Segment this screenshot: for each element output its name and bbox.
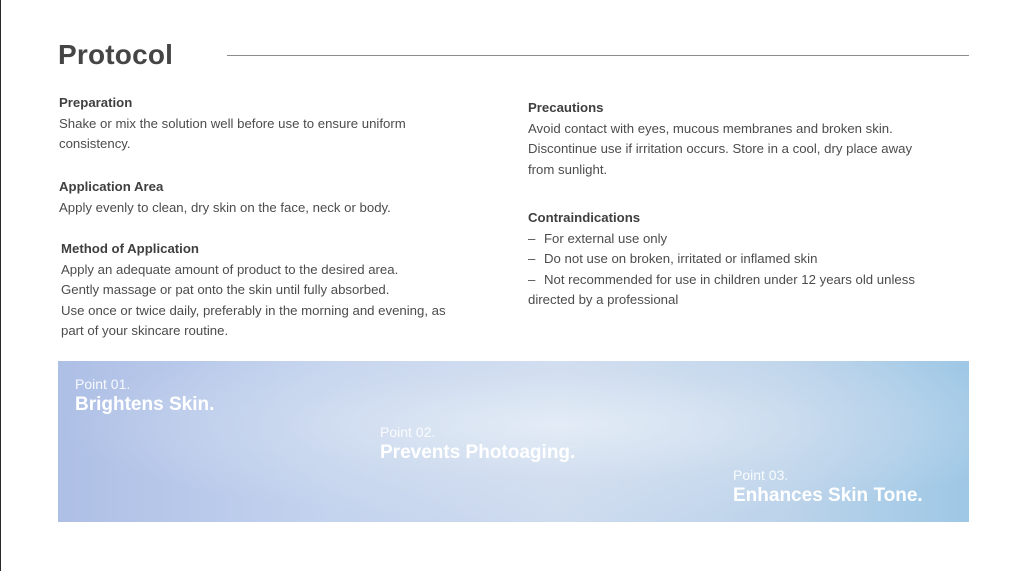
dash-bullet: – (528, 271, 536, 287)
contraindication-item (528, 270, 968, 291)
method-heading: Method of Application (61, 241, 199, 256)
method-text-line: Apply an adequate amount of product to the desired area. (61, 261, 399, 277)
precautions-text-line: Avoid contact with eyes, mucous membranes and broken skin. (528, 120, 893, 136)
benefit-point-1 (75, 375, 214, 417)
precautions-heading: Precautions (528, 100, 604, 115)
method-section (61, 239, 491, 342)
title-divider (227, 55, 969, 56)
precautions-text-line: Discontinue use if irritation occurs. Store in a cool, dry place away (528, 141, 913, 156)
contraindication-item (528, 229, 968, 250)
contraindications-heading: Contraindications (528, 210, 641, 225)
point-label: Point 01. (75, 376, 131, 392)
dash-bullet: – (528, 251, 536, 266)
contraindication-continuation: directed by a professional (528, 292, 679, 307)
preparation-text-line: Shake or mix the solution well before use to ensure uniform (59, 115, 406, 131)
contraindication-text: Not recommended for use in children under 12 years old unless (544, 271, 915, 287)
contraindication-item (528, 249, 968, 270)
contraindications-section (528, 208, 968, 311)
point-label: Point 03. (733, 467, 789, 483)
dash-bullet: – (528, 230, 536, 246)
preparation-text-line: consistency. (59, 136, 131, 151)
method-text-line: Use once or twice daily, preferably in the morning and evening, as (61, 302, 446, 318)
method-text-line: Gently massage or pat onto the skin until fully absorbed. (61, 282, 390, 297)
precautions-text-line: from sunlight. (528, 161, 608, 177)
application-area-section (59, 177, 479, 218)
point-title: Enhances Skin Tone. (733, 485, 923, 506)
application-area-text-line: Apply evenly to clean, dry skin on the face, neck or body. (59, 199, 391, 215)
benefit-point-2 (380, 423, 575, 465)
benefits-banner (58, 361, 969, 522)
method-text-line: part of your skincare routine. (61, 323, 229, 338)
page-title: Protocol (58, 39, 174, 70)
point-title: Brightens Skin. (75, 394, 215, 415)
preparation-section (59, 93, 479, 155)
point-label: Point 02. (380, 424, 436, 440)
contraindication-text: Do not use on broken, irritated or inflamed skin (544, 251, 818, 266)
contraindication-text: For external use only (544, 230, 668, 246)
precautions-section (528, 98, 968, 180)
application-area-heading: Application Area (59, 179, 164, 194)
point-title: Prevents Photoaging. (380, 442, 576, 463)
preparation-heading: Preparation (59, 95, 133, 110)
benefit-point-3 (733, 466, 923, 508)
